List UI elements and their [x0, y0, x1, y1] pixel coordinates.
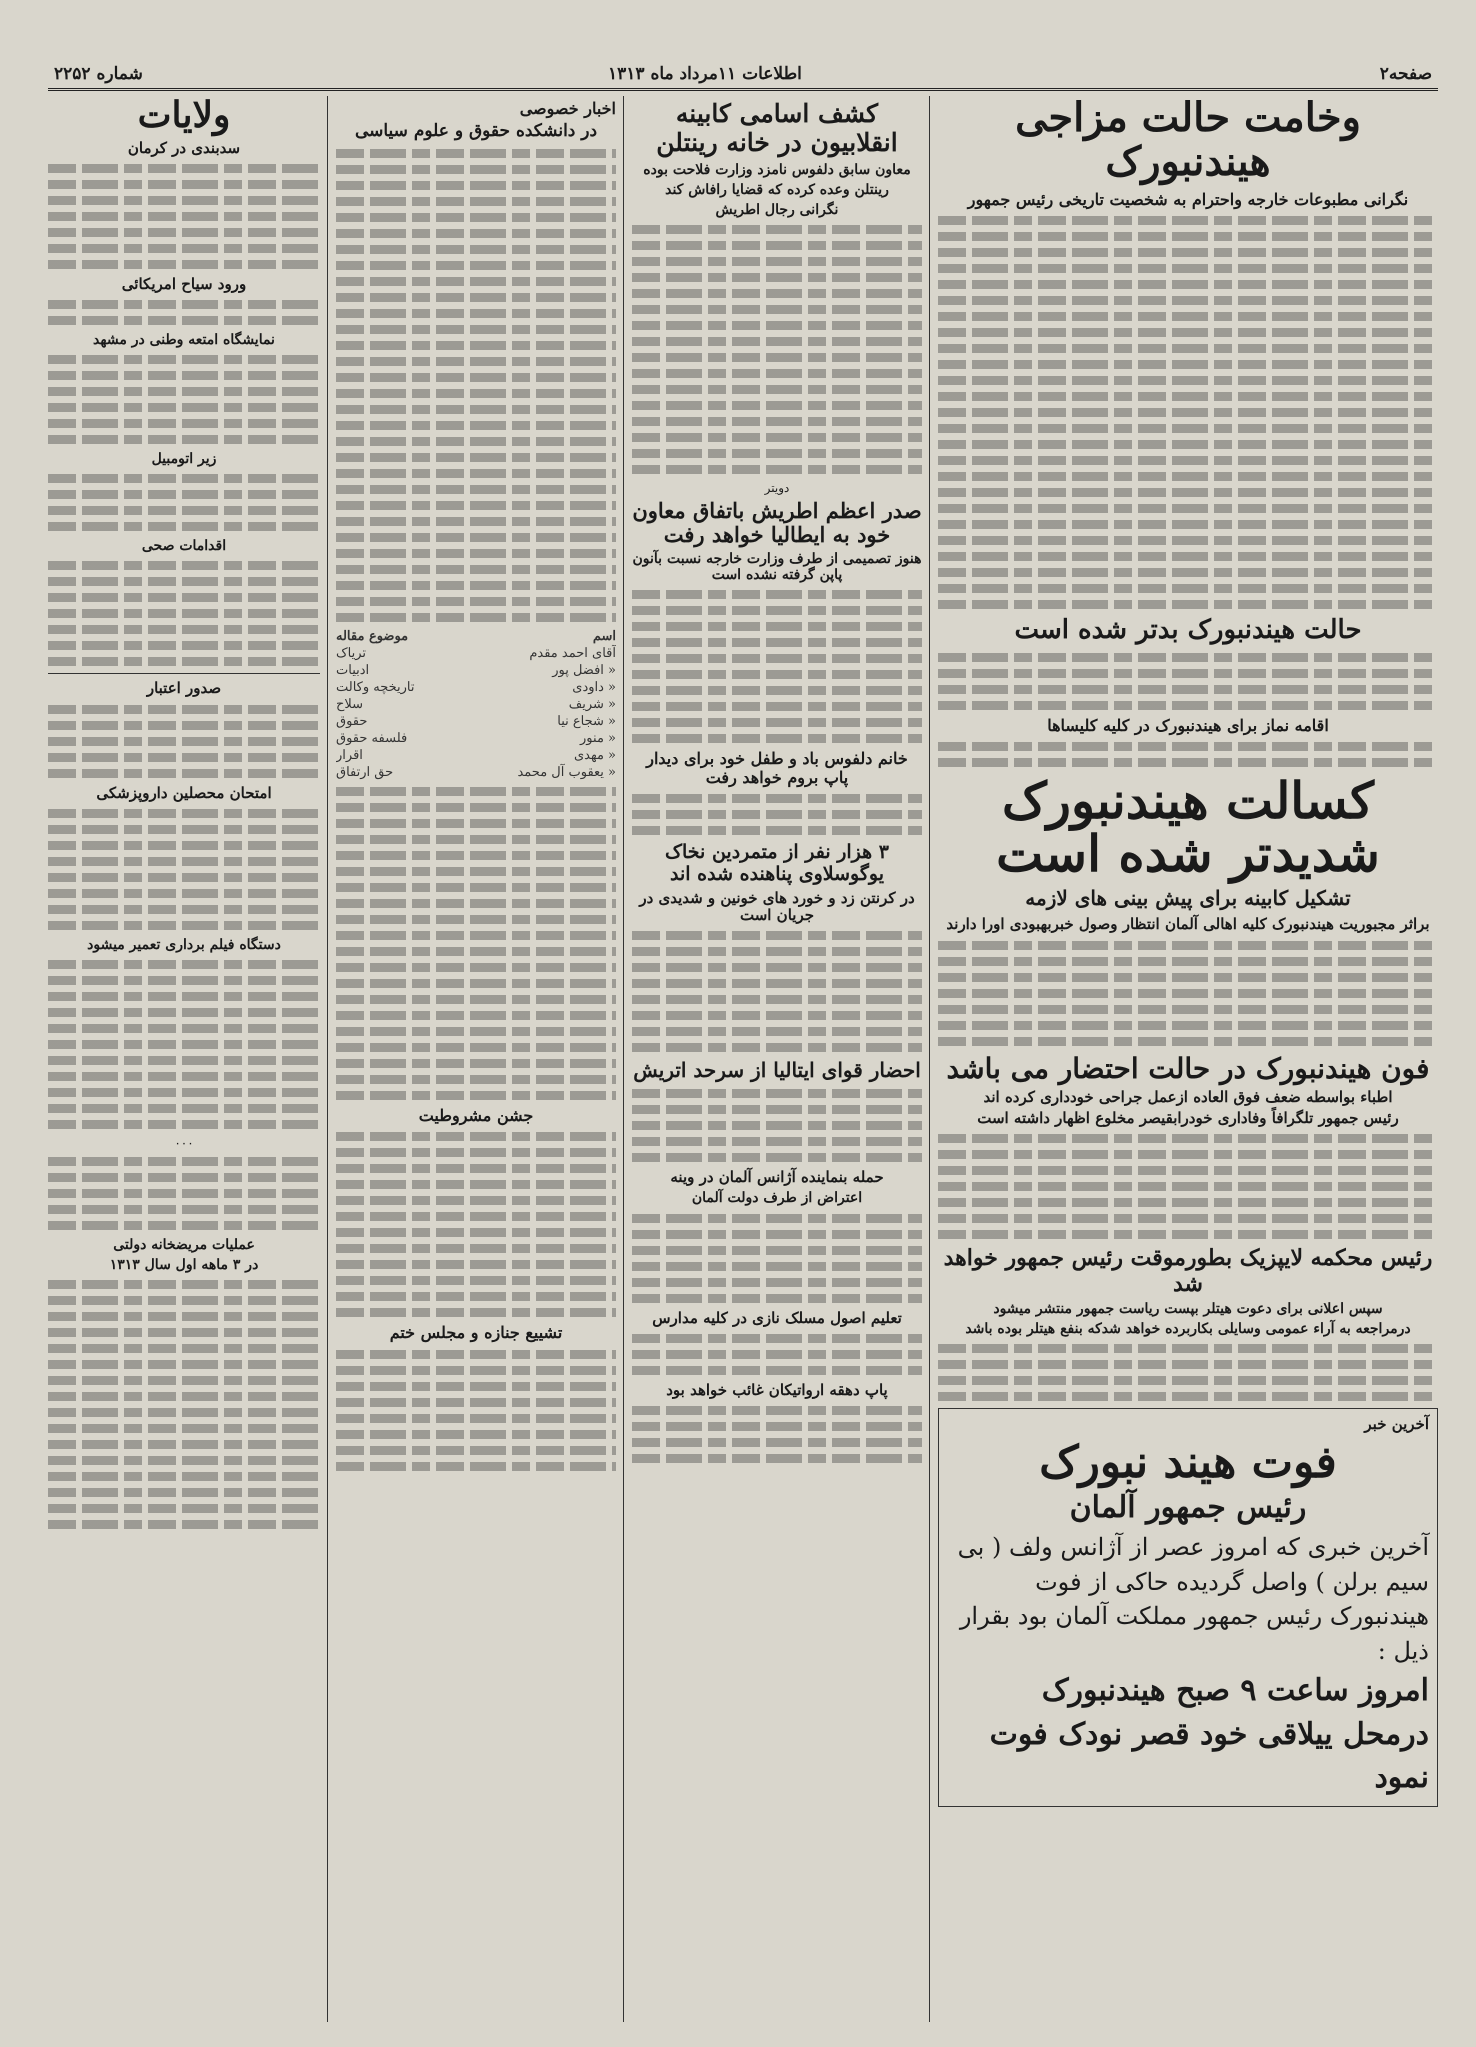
headline-attack-reporter: حمله بنماینده آژانس آلمان در وینه [670, 1168, 884, 1187]
latest-news-box [938, 1408, 1438, 1807]
subheadline-worry: نگرانی رجال اطریش [715, 201, 839, 218]
signoff: دویتر [764, 480, 790, 495]
story-body [938, 742, 1438, 767]
story-body [632, 1214, 922, 1303]
roster-student: « منور [580, 730, 616, 746]
roster-topic: حق ارتفاق [336, 764, 394, 780]
column-rule [929, 96, 930, 2022]
foreign-news-column [632, 96, 922, 2022]
page-label: صفحه۲ [1379, 64, 1432, 84]
story-body [48, 705, 320, 778]
roster-student: « داودی [572, 679, 616, 695]
headline-law-faculty: در دانشکده حقوق و علوم سیاسی [354, 121, 598, 142]
headline-hospital: عملیات مریضخانه دولتی [113, 1236, 255, 1253]
roster-row [336, 680, 616, 695]
roster-topic: فلسفه حقوق [336, 730, 408, 746]
headline-credit: صدور اعتبار [146, 679, 222, 698]
final-headline: فوت هیند نبورک [1039, 1437, 1337, 1488]
story-body [632, 590, 922, 743]
headline-constitution-day: جشن مشروطیت [418, 1105, 534, 1125]
story-body [632, 1334, 922, 1375]
subheadline-deputy: معاون سابق دلفوس نامزد وزارت فلاحت بوده [643, 161, 911, 178]
main-headline: وخامت حالت مزاجی هیندنبورک [1015, 96, 1361, 185]
story-body [938, 653, 1438, 710]
section-provinces: ولایات [137, 96, 231, 136]
student-roster [336, 646, 616, 780]
story-body [336, 1350, 616, 1471]
roster-student: « شجاع نیا [557, 713, 616, 729]
story-body [48, 1280, 320, 1529]
roster-row [336, 731, 616, 746]
headline-nazi-schools: تعلیم اصول مسلک نازی در کلیه مدارس [652, 1308, 902, 1327]
headline-mashhad-expo: نمایشگاه امتعه وطنی در مشهد [93, 332, 275, 349]
subheadline-doctors: اطباء بواسطه ضعف فوق العاده ازعمل جراحی خودداری کرده اند [983, 1087, 1393, 1106]
section-stars: ۰۰۰ [174, 1135, 194, 1150]
headline-refugees: ۳ هزار نفر از متمردین نخاک یوگوسلاوی پناهنده شده اند [664, 841, 890, 885]
headline-pharmacy-exam: امتحان محصلین داروپزشکی [96, 783, 272, 802]
subheadline-hitler: سپس اعلانی برای دعوت هیتلر بپست ریاست جمهور منتشر میشود [993, 1300, 1383, 1317]
story-body [48, 1157, 320, 1230]
story-body [938, 941, 1438, 1046]
roster-student: آقای احمد مقدم [529, 645, 616, 661]
headline-dollfuss-widow: خانم دلفوس باد و طفل خود برای دیدار پاپ بروم خواهد رفت [646, 749, 908, 787]
lead-story-body [938, 216, 1438, 609]
subheadline-cabinet: تشکیل کابینه برای پیش بینی های لازمه [1025, 886, 1351, 911]
main-subheadline: نگرانی مطبوعات خارجه واحترام به شخصیت تاریخی رئیس جمهور [967, 190, 1409, 209]
subheadline-carinthia: در کرنتن زد و خورد های خونین و شدیدی در جریان است [639, 888, 915, 924]
roster-topic: ادبیات [336, 662, 370, 678]
final-bulletin: امروز ساعت ۹ صبح هیندنبورک درمحل ییلاقی خود قصر نودک فوت نمود [989, 1673, 1429, 1796]
headline-kerman-dam: سدبندی در کرمان [127, 138, 241, 157]
story-body [48, 164, 320, 269]
story-body [336, 1132, 616, 1317]
roster-topic: تریاک [336, 645, 367, 661]
roster-topic: تاریخچه وکالت [336, 679, 415, 695]
roster-header [336, 629, 616, 644]
headline-american-traveler: ورود سیاح امریکائی [121, 274, 247, 293]
roster-topic: حقوق [336, 713, 368, 729]
headline-car-accident: زیر اتومبیل [151, 451, 217, 468]
provinces-column [48, 96, 320, 2022]
story-body [48, 355, 320, 444]
roster-topic: اقرار [336, 747, 363, 763]
headline-pope: پاپ دهقه ارواتیکان غائب خواهد بود [666, 1380, 888, 1399]
roster-student: « یعقوب آل محمد [517, 764, 616, 780]
story-body [48, 809, 320, 930]
lead-column [938, 96, 1438, 2022]
column-rule [327, 96, 328, 2022]
story-body [938, 1344, 1438, 1401]
story-body [48, 474, 320, 531]
roster-row [336, 748, 616, 763]
story-body [632, 1406, 922, 1463]
story-body [632, 931, 922, 1052]
headline-troops-recalled: احضار قوای ایتالیا از سرحد اتریش [633, 1058, 921, 1083]
headline-cabinet-list: کشف اسامی کابینه انقلابیون در خانه رینتلن [656, 99, 898, 157]
story-body [48, 300, 320, 325]
subheadline-quarter: در ۳ ماهه اول سال ۱۳۱۳ [109, 1257, 259, 1274]
headline-film-camera: دستگاه فیلم برداری تعمیر میشود [87, 936, 281, 953]
roster-header-topic: موضوع مقاله [336, 628, 409, 644]
roster-row [336, 697, 616, 712]
roster-student: « مهدی [573, 747, 616, 763]
story-body [48, 561, 320, 666]
final-announcement: آخرین خبری که امروز عصر از آژانس ولف ( بی سیم برلن ) واصل گردیده حاکی از فوت هیندنبورک رئیس جمهور مملکت آلمان بود بقرار ذیل : [957, 1532, 1429, 1666]
roster-row [336, 765, 616, 780]
roster-student: « افضل پور [552, 662, 616, 678]
headline-leipzig: رئیس محکمه لایپزیک بطورموقت رئیس جمهور خواهد شد [943, 1245, 1433, 1297]
roster-student: « شریف [568, 696, 616, 712]
story-body [336, 149, 616, 622]
story-body [632, 1089, 922, 1162]
headline-chancellor-italy: صدر اعظم اطریش باتفاق معاون خود به ایطالیا خواهد رفت [632, 497, 922, 547]
headline-health-measures: اقدامات صحی [141, 538, 227, 555]
roster-row [336, 714, 616, 729]
story-body [336, 787, 616, 1100]
headline-worse: حالت هیندنبورک بدتر شده است [1014, 615, 1362, 645]
story-body [938, 1134, 1438, 1239]
roster-header-name: اسم [592, 628, 616, 644]
story-body [632, 225, 922, 474]
headline-dying: فون هیندنبورک در حالت احتضار می باشد [946, 1051, 1430, 1085]
subheadline-papen: هنوز تصمیمی از طرف وزارت خارجه نسبت بآنون پاپن گرفته نشده است [632, 551, 922, 584]
subheadline-telegram: رئیس جمهور تلگرافاً وفاداری خودرابقیصر مخلوع اظهار داشته است [977, 1108, 1399, 1127]
roster-topic: سلاح [336, 696, 364, 712]
paper-date: اطلاعات ۱۱مرداد ماه ۱۳۱۳ [608, 64, 802, 84]
subheadline-rintelen: رینتلن وعده کرده که قضایا رافاش کند [665, 181, 889, 198]
subheadline-referendum: درمراجعه به آراء عمومی وسایلی بکاربرده خواهد شدکه بنفع هیتلر بوده باشد [965, 1320, 1411, 1337]
subheadline-protest: اعتراض از طرف دولت آلمان [691, 1190, 863, 1207]
section-special-news: اخبار خصوصی [519, 99, 616, 118]
newspaper-page [48, 62, 1438, 2022]
roster-row [336, 663, 616, 678]
subheadline-public: براثر مجبوریت هیندنبورک کلیه اهالی آلمان انتظار وصول خبربهبودی اورا دارند [946, 915, 1430, 934]
roster-row [336, 646, 616, 661]
latest-news-label: آخرین خبر [1364, 1415, 1429, 1433]
headline-prayers: اقامه نماز برای هیندنبورک در کلیه کلیساها [1047, 715, 1329, 735]
section-divider [48, 673, 320, 674]
headline-funeral: تشییع جنازه و مجلس ختم [389, 1323, 563, 1343]
column-rule [623, 96, 624, 2022]
headline-illness-severe: کسالت هیندنبورک شدیدتر شده است [996, 771, 1380, 883]
issue-number: شماره ۲۲۵۲ [54, 64, 143, 84]
special-news-column [336, 96, 616, 2022]
final-subheadline: رئیس جمهور آلمان [1069, 1490, 1307, 1526]
story-body [632, 794, 922, 835]
story-body [48, 960, 320, 1129]
